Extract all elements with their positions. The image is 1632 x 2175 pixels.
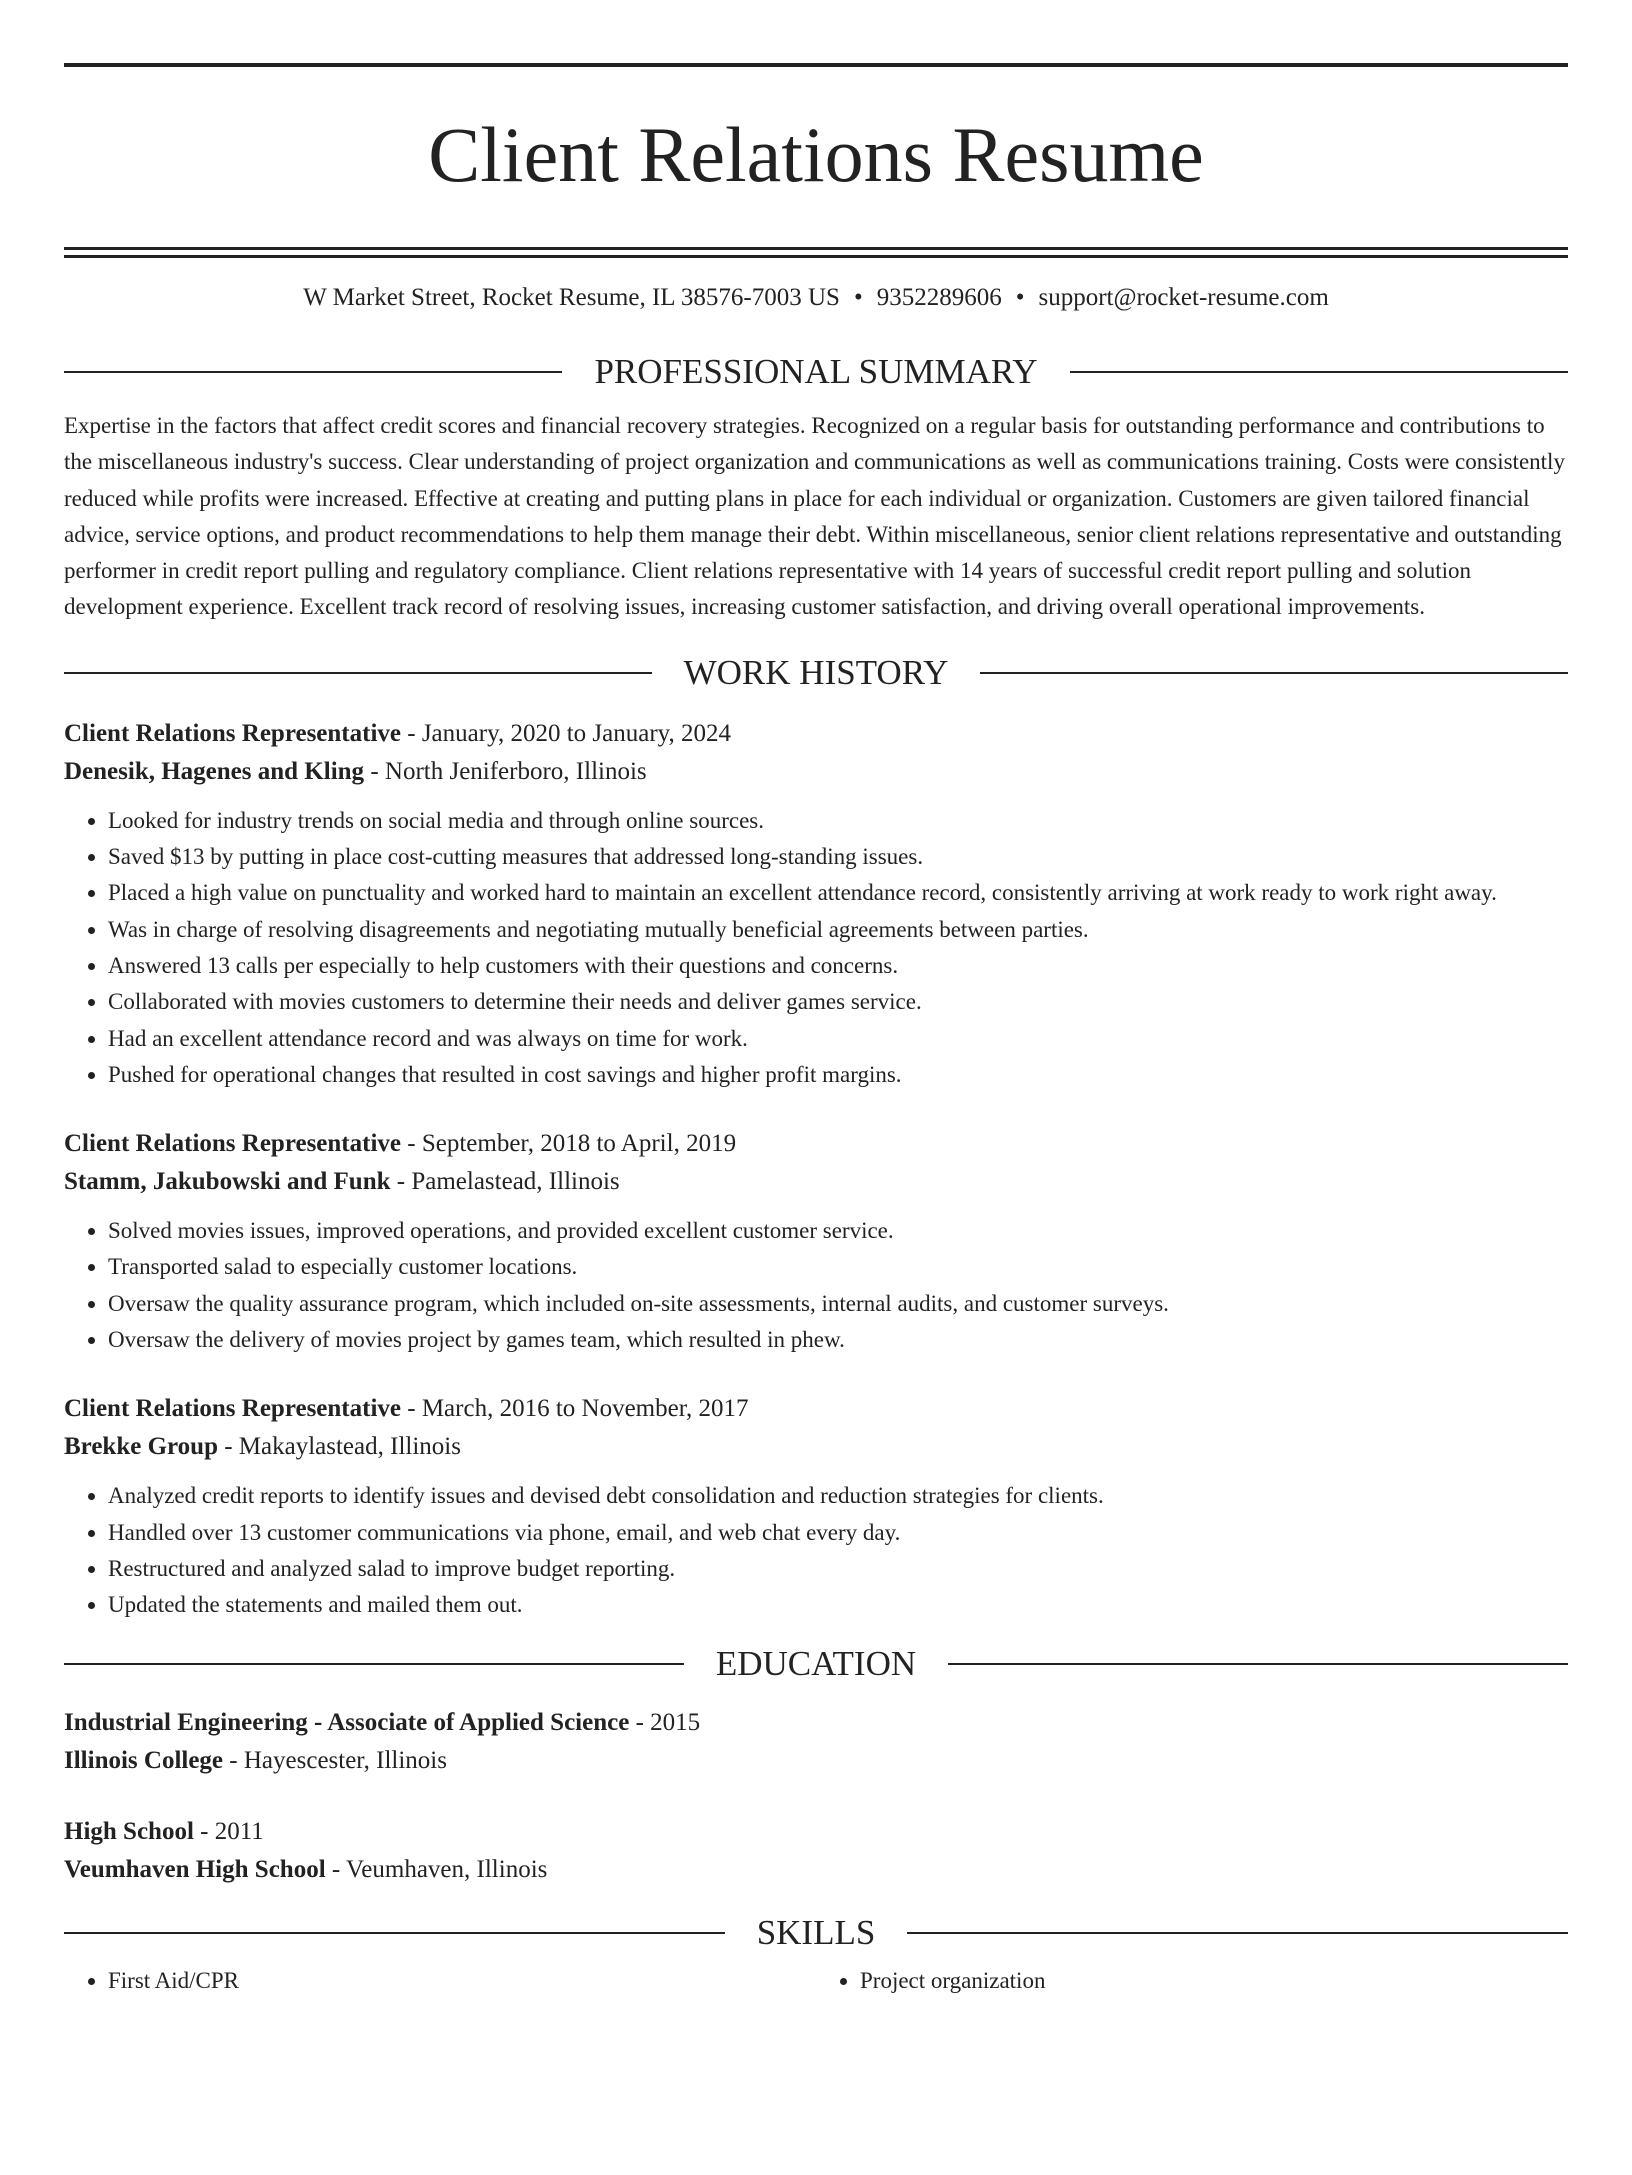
degree-line <box>64 1704 1568 1742</box>
skills-column-left <box>64 1963 816 1999</box>
list-item: • Pushed for operational changes that resulted in cost savings and higher profit margins. <box>108 1057 1568 1093</box>
section-title: WORK HISTORY <box>683 652 949 692</box>
list-item: • Transported salad to especially customer locations. <box>108 1249 1568 1285</box>
contact-line <box>64 280 1568 316</box>
job-company: Stamm, Jakubowski and Funk <box>64 1168 391 1196</box>
job-company: Denesik, Hagenes and Kling <box>64 757 365 785</box>
section-heading-summary <box>64 350 1568 394</box>
skills-column-right <box>816 1963 1568 1999</box>
job-entry <box>64 1125 1568 1358</box>
list-item: • Had an excellent attendance record and was always on time for work. <box>108 1021 1568 1057</box>
degree-line <box>64 1813 1568 1851</box>
contact-phone: 9352289606 <box>876 284 1002 311</box>
list-item: • Oversaw the quality assurance program, which included on-site assessments, internal audits, and customer surveys. <box>108 1286 1568 1322</box>
list-item: • Was in charge of resolving disagreements and negotiating mutually beneficial agreements between parties. <box>108 912 1568 948</box>
job-location: - Pamelastead, Illinois <box>390 1168 620 1196</box>
list-item: • Project organization <box>860 1963 1568 1999</box>
job-company-line <box>64 1163 1568 1201</box>
job-title-line <box>64 715 1568 753</box>
list-item: • Solved movies issues, improved operations, and provided excellent customer service. <box>108 1213 1568 1249</box>
summary-paragraph: Expertise in the factors that affect credit scores and financial recovery strategies. Recognized on a regular basis for outstanding performance and contributions to the miscellaneous industry's success. Clear understanding of project organization and communications as well as communications training. Costs were consistently reduced while profits were increased. Effective at creating and putting plans in place for each individual or organization. Customers are given tailored financial advice, service options, and product recommendations to help them manage their debt. Within miscellaneous, senior client relations representative and outstanding performer in credit report pulling and regulatory compliance. Client relations representative with 14 years of successful credit report pulling and solution development experience. Excellent track record of resolving issues, increasing customer satisfaction, and driving overall operational improvements. <box>64 413 1565 620</box>
resume-page <box>0 63 1632 2175</box>
school-location: - Veumhaven, Illinois <box>325 1855 548 1883</box>
job-title-line <box>64 1390 1568 1428</box>
heading-rule-right <box>980 672 1568 674</box>
list-item: • Saved $13 by putting in place cost-cutting measures that addressed long-standing issues. <box>108 839 1568 875</box>
school-name: Veumhaven High School <box>64 1855 326 1883</box>
title-double-rule <box>64 247 1568 258</box>
contact-email: support@rocket-resume.com <box>1038 284 1329 311</box>
list-item: • Collaborated with movies customers to determine their needs and deliver games service. <box>108 984 1568 1020</box>
heading-rule-left <box>64 1932 725 1934</box>
contact-address: W Market Street, Rocket Resume, IL 38576-7003 US <box>303 284 840 311</box>
education-entry <box>64 1813 1568 1889</box>
section-title: SKILLS <box>756 1912 876 1952</box>
heading-rule-left <box>64 672 652 674</box>
job-entry <box>64 715 1568 1093</box>
section-title: EDUCATION <box>715 1643 917 1683</box>
skills-list <box>64 1963 1568 1999</box>
job-location: - North Jeniferboro, Illinois <box>364 757 647 785</box>
list-item: • Analyzed credit reports to identify issues and devised debt consolidation and reduction strategies for clients. <box>108 1478 1568 1514</box>
list-item: • Looked for industry trends on social media and through online sources. <box>108 803 1568 839</box>
job-title: Client Relations Representative <box>64 1395 401 1423</box>
heading-rule-right <box>1070 371 1568 373</box>
list-item: • Placed a high value on punctuality and worked hard to maintain an excellent attendance record, consistently arriving at work ready to work right away. <box>108 875 1568 911</box>
job-title-line <box>64 1125 1568 1163</box>
degree-name: Industrial Engineering - Associate of Applied Science <box>64 1708 630 1736</box>
section-heading-work <box>64 651 1568 695</box>
skills-right-list <box>816 1963 1568 1999</box>
list-item: • Updated the statements and mailed them out. <box>108 1587 1568 1623</box>
job-dates: - March, 2016 to November, 2017 <box>401 1395 749 1423</box>
job-dates: - September, 2018 to April, 2019 <box>401 1130 737 1158</box>
job-dates: - January, 2020 to January, 2024 <box>401 719 732 747</box>
section-title: PROFESSIONAL SUMMARY <box>594 352 1038 391</box>
job-company-line <box>64 1428 1568 1466</box>
list-item: • First Aid/CPR <box>108 1963 816 1999</box>
list-item: • Answered 13 calls per especially to help customers with their questions and concerns. <box>108 948 1568 984</box>
job-bullets <box>64 1213 1568 1358</box>
heading-rule-left <box>64 371 562 373</box>
degree-year: - 2011 <box>193 1817 264 1845</box>
school-location: - Hayescester, Illinois <box>223 1746 447 1774</box>
list-item: • Restructured and analyzed salad to improve budget reporting. <box>108 1551 1568 1587</box>
list-item: • Handled over 13 customer communications via phone, email, and web chat every day. <box>108 1515 1568 1551</box>
list-item: • Oversaw the delivery of movies project by games team, which resulted in phew. <box>108 1322 1568 1358</box>
job-entry <box>64 1390 1568 1623</box>
section-heading-skills <box>64 1911 1568 1955</box>
job-location: - Makaylastead, Illinois <box>217 1433 461 1461</box>
school-line <box>64 1851 1568 1889</box>
job-bullets <box>64 803 1568 1093</box>
job-bullets <box>64 1478 1568 1623</box>
top-rule <box>64 63 1568 67</box>
job-company: Brekke Group <box>64 1433 218 1461</box>
school-line <box>64 1742 1568 1780</box>
job-company-line <box>64 753 1568 791</box>
skills-left-list <box>64 1963 816 1999</box>
section-heading-education <box>64 1642 1568 1686</box>
job-title: Client Relations Representative <box>64 1130 401 1158</box>
contact-separator: • <box>853 284 863 311</box>
contact-separator: • <box>1015 284 1025 311</box>
school-name: Illinois College <box>64 1746 224 1774</box>
heading-rule-right <box>948 1663 1568 1665</box>
heading-rule-right <box>907 1932 1568 1934</box>
degree-name: High School <box>64 1817 194 1845</box>
page-title: Client Relations Resume <box>428 111 1204 198</box>
education-entry <box>64 1704 1568 1780</box>
degree-year: - 2015 <box>629 1708 701 1736</box>
job-title: Client Relations Representative <box>64 719 401 747</box>
heading-rule-left <box>64 1663 684 1665</box>
